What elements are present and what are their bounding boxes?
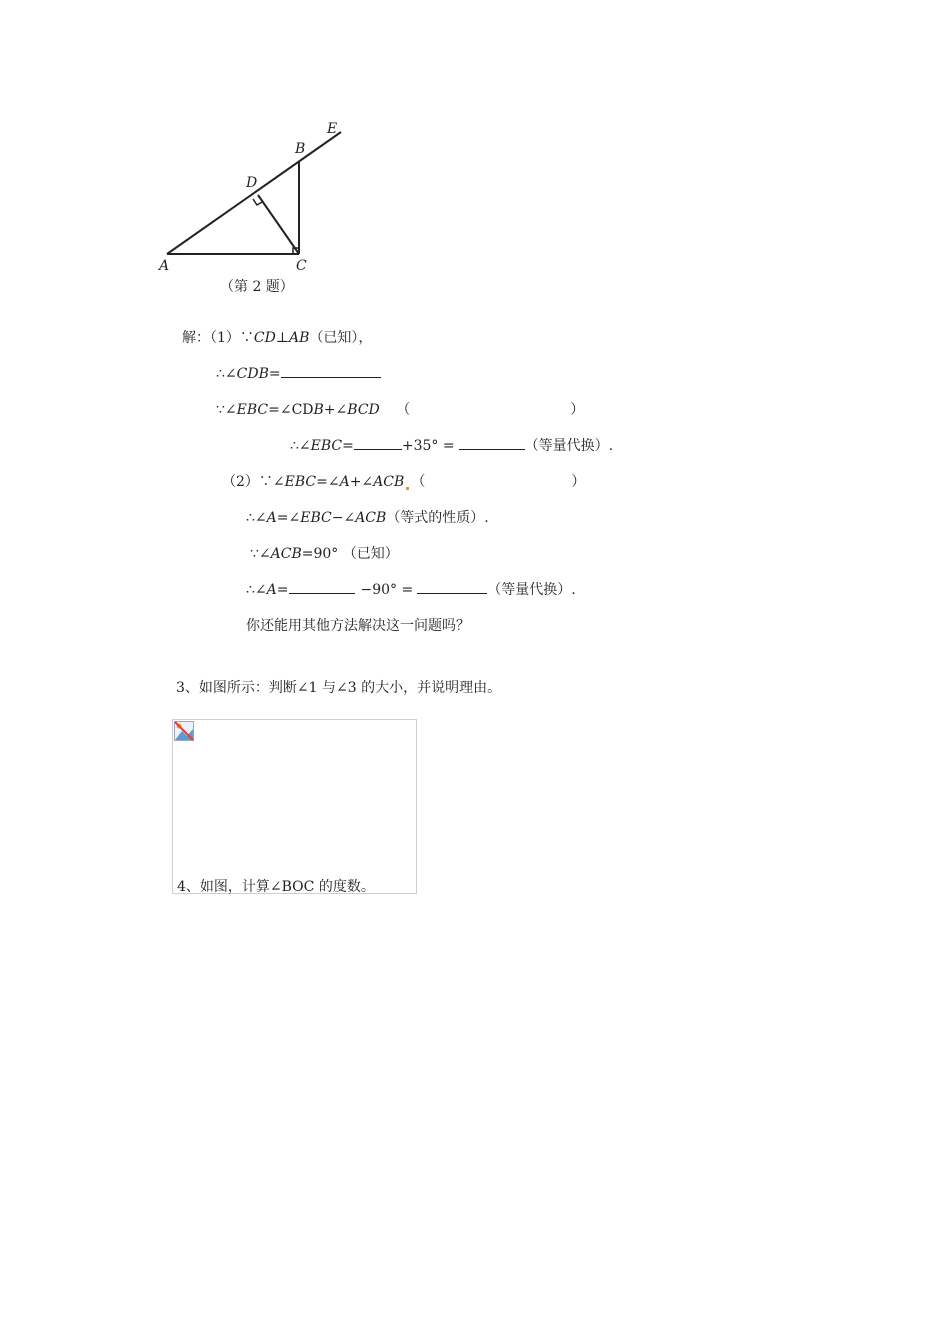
answer-blank-a-1[interactable] <box>289 579 355 594</box>
solution-line-6 <box>246 507 489 527</box>
question-3: 3、如图所示：判断∠1 与∠3 的大小，并说明理由。 <box>176 680 502 696</box>
label-d: D <box>246 175 258 191</box>
angle-acb: ACB <box>270 546 302 562</box>
question-4: 4、如图，计算∠BOC 的度数。 <box>177 879 375 895</box>
equals-angle: =∠ <box>276 510 301 526</box>
equals-angle: =∠ <box>316 474 340 490</box>
angle-acb: ACB <box>373 474 405 490</box>
angle-bcd: BCD <box>347 402 380 418</box>
plus-angle: +∠ <box>349 474 374 490</box>
reason-blank-2[interactable] <box>425 472 571 486</box>
marker-dot <box>406 487 409 490</box>
point-b: B <box>313 402 324 418</box>
angle-ebc: EBC <box>284 474 317 490</box>
substitution-reason: （等量代换）. <box>524 438 614 454</box>
plus-35: +35° = <box>401 438 455 454</box>
angle-ebc: EBC <box>236 402 269 418</box>
reason-close-paren: ） <box>571 474 586 490</box>
answer-blank-a-2[interactable] <box>417 579 487 594</box>
therefore-angle: ∴∠ <box>246 582 267 598</box>
solution-line-2 <box>216 363 381 382</box>
angle-a: A <box>339 474 350 490</box>
angle-cd-text: =∠CD <box>268 402 314 418</box>
angle-acb: ACB <box>355 510 387 526</box>
because-angle: ∵∠ <box>250 546 271 562</box>
therefore-angle: ∴∠ <box>216 366 237 382</box>
solution-followup: 你还能用其他方法解决这一问题吗？ <box>246 618 470 634</box>
cd-perp-ab: CD⊥AB <box>253 330 310 346</box>
reason-close-paren: ） <box>570 402 585 418</box>
therefore-angle: ∴∠ <box>246 510 267 526</box>
minus-90: −90° = <box>360 582 414 598</box>
angle-ebc: EBC <box>310 438 343 454</box>
label-c: C <box>296 258 307 274</box>
reason-blank-1[interactable] <box>410 400 570 414</box>
solution-part-2 <box>222 471 585 491</box>
answer-blank-ebc-2[interactable] <box>459 435 525 450</box>
label-b: B <box>295 141 306 157</box>
label-a: A <box>159 258 170 274</box>
equals-sign: = <box>276 582 289 598</box>
part-2-label: （2）∵∠ <box>222 474 285 490</box>
triangle-diagram <box>155 120 355 280</box>
solution-line-8 <box>246 579 576 599</box>
reason-open-paren: （ <box>411 474 426 490</box>
plus-angle: +∠ <box>323 402 348 418</box>
solution-line-7 <box>250 543 399 563</box>
solution-intro: 解：（1）∵ <box>182 330 254 346</box>
right-angle-value: =90° （已知） <box>301 546 399 562</box>
solution-line-1 <box>182 327 372 347</box>
angle-a: A <box>266 510 277 526</box>
angle-ebc: EBC <box>300 510 332 526</box>
substitution-reason-a: （等量 <box>487 582 530 598</box>
figure-2 <box>155 120 355 280</box>
solution-line-3 <box>216 399 584 419</box>
answer-blank-ebc-1[interactable] <box>354 435 402 450</box>
solution-line-4 <box>290 435 613 455</box>
angle-cdb: CDB <box>236 366 269 382</box>
property-reason: （等式的性质）. <box>386 510 489 526</box>
known-reason: （已知）， <box>309 330 373 346</box>
angle-a: A <box>266 582 277 598</box>
because-angle: ∵∠ <box>216 402 237 418</box>
broken-image-placeholder <box>172 719 417 894</box>
label-e: E <box>327 121 338 137</box>
answer-blank-cdb[interactable] <box>281 363 381 378</box>
therefore-angle: ∴∠ <box>290 438 311 454</box>
equals-sign: = <box>342 438 354 454</box>
minus-angle: −∠ <box>331 510 356 526</box>
substitution-reason-b: 代换）. <box>529 582 576 598</box>
figure-2-caption: （第 2 题） <box>220 279 294 295</box>
broken-image-icon <box>174 721 194 741</box>
equals-sign: = <box>268 366 281 382</box>
reason-open-paren: （ <box>396 402 411 418</box>
